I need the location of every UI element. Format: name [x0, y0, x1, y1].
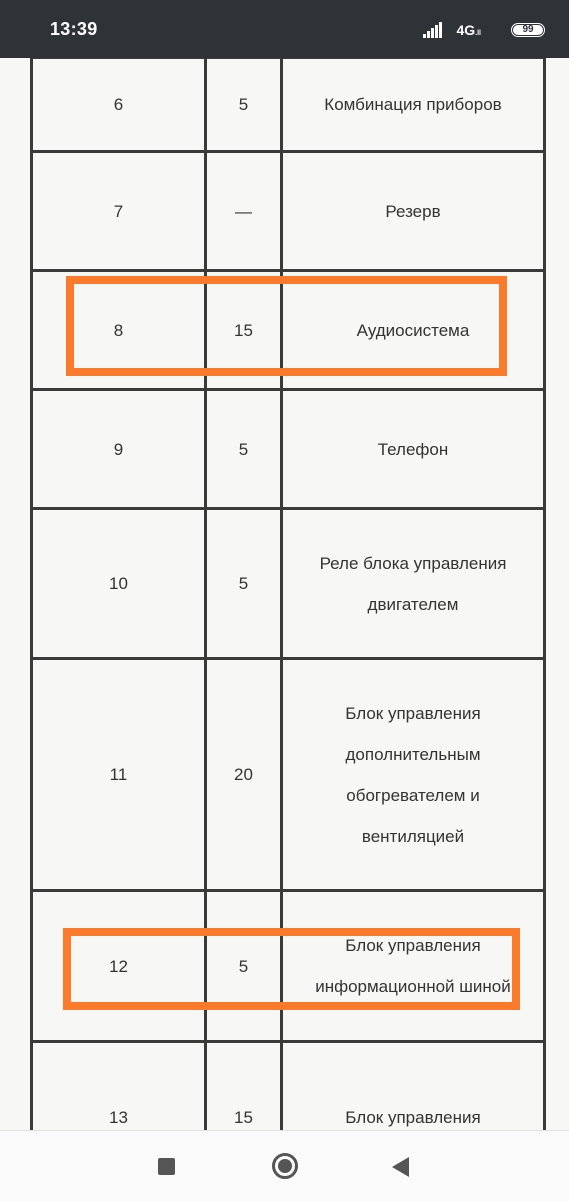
recents-square-icon[interactable] — [158, 1158, 175, 1175]
fuse-number: 7 — [32, 152, 206, 271]
fuse-amperage: 5 — [206, 509, 282, 659]
home-circle-icon[interactable] — [272, 1153, 298, 1179]
fuse-number: 9 — [32, 390, 206, 509]
table-row — [32, 152, 545, 271]
fuse-description: Комбинация приборов — [282, 58, 545, 152]
fuse-description: Реле блока управления двигателем — [282, 509, 545, 659]
fuse-amperage: 20 — [206, 659, 282, 891]
status-bar — [0, 0, 569, 58]
table-row — [32, 390, 545, 509]
page-content — [0, 58, 569, 1130]
navigation-bar — [0, 1130, 569, 1201]
fuse-description: Блок управления — [282, 1042, 545, 1131]
fuse-number: 6 — [32, 58, 206, 152]
fuse-amperage: 15 — [206, 271, 282, 390]
fuse-number: 13 — [32, 1042, 206, 1131]
table-row — [32, 1042, 545, 1131]
fuse-description: Телефон — [282, 390, 545, 509]
fuse-amperage: 5 — [206, 58, 282, 152]
battery-level: 99 — [522, 24, 534, 35]
fuse-amperage: 5 — [206, 891, 282, 1042]
fuse-description: Резерв — [282, 152, 545, 271]
status-time: 13:39 — [50, 19, 98, 39]
table-row — [32, 509, 545, 659]
fuse-number: 10 — [32, 509, 206, 659]
table-row — [32, 271, 545, 390]
battery-icon — [511, 23, 545, 37]
fuse-description: Блок управления информационной шиной — [282, 891, 545, 1042]
fuse-number: 12 — [32, 891, 206, 1042]
table-row — [32, 891, 545, 1042]
fuse-table — [30, 58, 546, 1130]
fuse-number: 11 — [32, 659, 206, 891]
fuse-amperage: 15 — [206, 1042, 282, 1131]
fuse-amperage: 5 — [206, 390, 282, 509]
back-triangle-icon[interactable] — [392, 1157, 409, 1177]
fuse-number: 8 — [32, 271, 206, 390]
fuse-description: Аудиосистема — [282, 271, 545, 390]
fuse-amperage: — — [206, 152, 282, 271]
table-row — [32, 659, 545, 891]
fuse-description: Блок управления дополнительным обогревателем и вентиляцией — [282, 659, 545, 891]
signal-icon — [423, 22, 445, 38]
network-type: 4G.ll — [456, 22, 481, 38]
table-row — [32, 58, 545, 152]
